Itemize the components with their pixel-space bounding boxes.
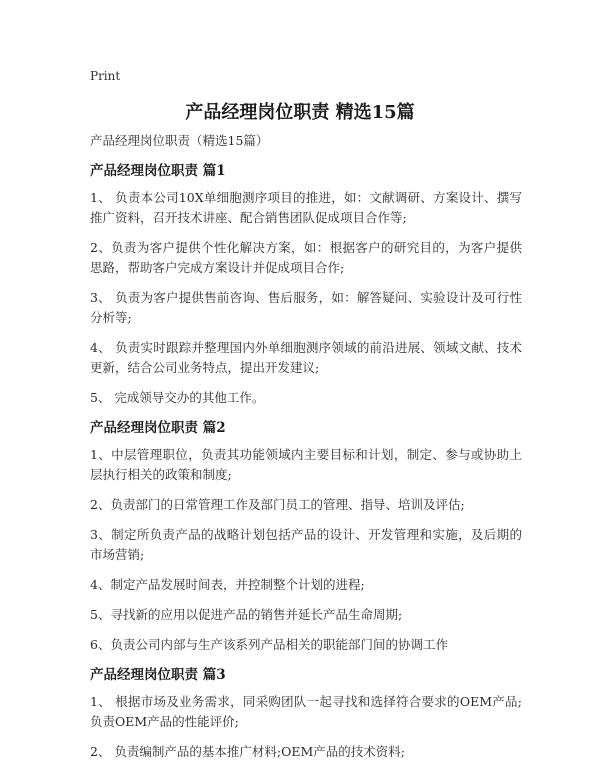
page-title: 产品经理岗位职责 精选15篇 xyxy=(185,102,415,123)
paragraph: 5、 完成领导交办的其他工作。 xyxy=(90,390,265,405)
paragraph: 1、中层管理职位，负责其功能领域内主要目标和计划，制定、参与或协助上层执行相关的政策和制度; xyxy=(90,447,522,482)
document-body xyxy=(90,131,522,772)
print-link[interactable]: Print xyxy=(90,69,121,83)
paragraph: 5、寻找新的应用以促进产品的销售并延长产品生命周期; xyxy=(90,607,403,622)
paragraph: 4、制定产品发展时间表，并控制整个计划的进程; xyxy=(90,577,365,592)
paragraph: 3、 负责为客户提供售前咨询、售后服务，如：解答疑问、实验设计及可行性分析等; xyxy=(90,290,522,325)
section-heading-2: 产品经理岗位职责 篇2 xyxy=(90,420,226,436)
paragraph: 3、制定所负责产品的战略计划包括产品的设计、开发管理和实施，及后期的市场营销; xyxy=(90,527,522,562)
document-subtitle: 产品经理岗位职责（精选15篇） xyxy=(90,133,269,148)
section-heading-1: 产品经理岗位职责 篇1 xyxy=(90,163,226,179)
paragraph: 1、 负责本公司10X单细胞测序项目的推进，如：文献调研、方案设计、撰写推广资料，召开技术讲座、配合销售团队促成项目合作等; xyxy=(90,190,522,225)
paragraph: 6、负责公司内部与生产该系列产品相关的职能部门间的协调工作 xyxy=(90,637,448,652)
paragraph: 1、 根据市场及业务需求，同采购团队一起寻找和选择符合要求的OEM产品;负责OEM产品的性能评价; xyxy=(90,694,522,729)
section-heading-3: 产品经理岗位职责 篇3 xyxy=(90,667,226,683)
paragraph: 4、 负责实时跟踪并整理国内外单细胞测序领域的前沿进展、领域文献、技术更新，结合公司业务特点，提出开发建议; xyxy=(90,340,522,375)
paragraph: 2、负责为客户提供个性化解决方案，如：根据客户的研究目的，为客户提供思路，帮助客户完成方案设计并促成项目合作; xyxy=(90,240,522,275)
paragraph: 2、 负责编制产品的基本推广材料;OEM产品的技术资料; xyxy=(90,744,406,759)
paragraph: 2、负责部门的日常管理工作及部门员工的管理、指导、培训及评估; xyxy=(90,497,465,512)
